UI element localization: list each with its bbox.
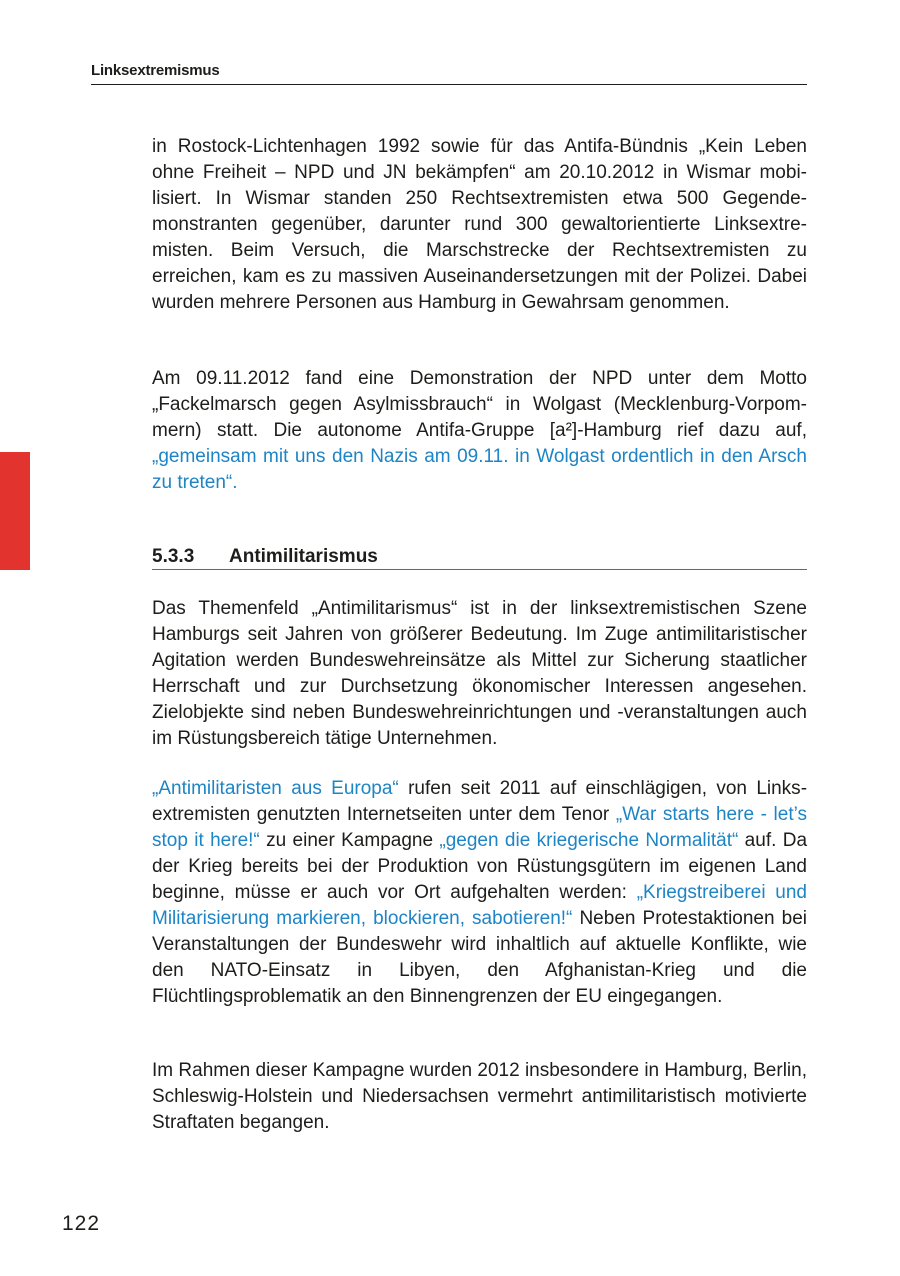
paragraph-themenfeld	[152, 596, 807, 752]
paragraph-wolgast	[152, 366, 807, 496]
quote-text: „War starts here - let’s stop it here!“	[152, 804, 807, 851]
paragraph-text-run: rufen seit 2011 auf einschlägigen, von Linksextremisten genutzten Internetseiten unter dem Tenor	[152, 778, 808, 825]
paragraph-text: Im Rahmen dieser Kampagne wurden 2012 insbesondere in Hamburg, Berlin, Schleswig-Holstein und Niedersachsen vermehrt antimilitaristisch motivierte Straftaten begangen.	[152, 1060, 807, 1133]
section-title: Antimilitarismus	[229, 546, 378, 567]
running-header-title: Linksextremismus	[91, 62, 220, 79]
section-heading	[152, 545, 807, 570]
paragraph-text-run: auf. Da der Krieg bereits bei der Produktion von Rüstungsgütern im eigenen Land beginne, müsse er auch vor Ort aufgehalten werden:	[152, 830, 808, 903]
paragraph-text	[152, 776, 807, 1010]
paragraph-text-run: zu einer Kampagne	[259, 830, 440, 851]
quote-text: „Kriegstreiberei und Militarisierung markieren, blockieren, sabotieren!“	[152, 882, 808, 929]
paragraph-text-run: Neben Protestaktionen bei Veranstaltungen der Bundeswehr wird inhaltlich auf aktuelle Konflikte, wie den NATO-Einsatz in Libyen, den Afghanistan-Krieg und die Flüchtlingsproblematik an den Binnengrenzen der EU eingegangen.	[152, 908, 807, 1007]
section-number: 5.3.3	[152, 546, 195, 567]
paragraph-text-run: Am 09.11.2012 fand eine Demonstration der NPD unter dem Motto „Fackelmarsch gegen Asylmissbrauch“ in Wolgast (Mecklenburg-Vorpommern) statt. Die autonome Antifa-Gruppe [a²]-Hamburg rief dazu auf,	[152, 368, 807, 441]
header-divider	[91, 84, 807, 85]
quote-text: „Antimilitaristen aus Europa“	[152, 778, 399, 799]
paragraph-text: Das Themenfeld „Antimilitarismus“ ist in der linksextremistischen Szene Hamburgs seit Jahren von größerer Bedeutung. Im Zuge antimilitaristischer Agitation werden Bundeswehreinsätze als Mittel zur Sicherung staatlicher Herrschaft und zur Durchsetzung ökonomischer Interessen angesehen. Zielobjekte sind neben Bundeswehreinrichtungen und -veranstaltungen auch im Rüstungsbereich tätige Unternehmen.	[152, 598, 807, 749]
paragraph-rostock-wismar	[152, 134, 807, 316]
paragraph-text: in Rostock-Lichtenhagen 1992 sowie für das Antifa-Bündnis „Kein Leben ohne Freiheit – NPD und JN bekämpfen“ am 20.10.2012 in Wismar mobilisiert. In Wismar standen 250 Rechtsextremisten etwa 500 Gegendemonstranten gegenüber, darunter rund 300 gewaltorientierte Linksextremisten. Beim Versuch, die Marschstrecke der Rechtsextremisten zu erreichen, kam es zu massiven Auseinandersetzungen mit der Polizei. Dabei wurden mehrere Personen aus Hamburg in Gewahrsam genommen.	[152, 136, 807, 313]
paragraph-kampagne	[152, 776, 807, 1010]
page-number: 122	[62, 1212, 101, 1235]
quote-text: „gegen die kriegerische Normalität“	[439, 830, 739, 851]
chapter-tab-marker	[0, 452, 30, 570]
paragraph-text	[152, 366, 807, 496]
paragraph-straftaten	[152, 1058, 807, 1136]
quote-text: „gemeinsam mit uns den Nazis am 09.11. in Wolgast ordentlich in den Arsch zu treten“.	[152, 446, 807, 493]
